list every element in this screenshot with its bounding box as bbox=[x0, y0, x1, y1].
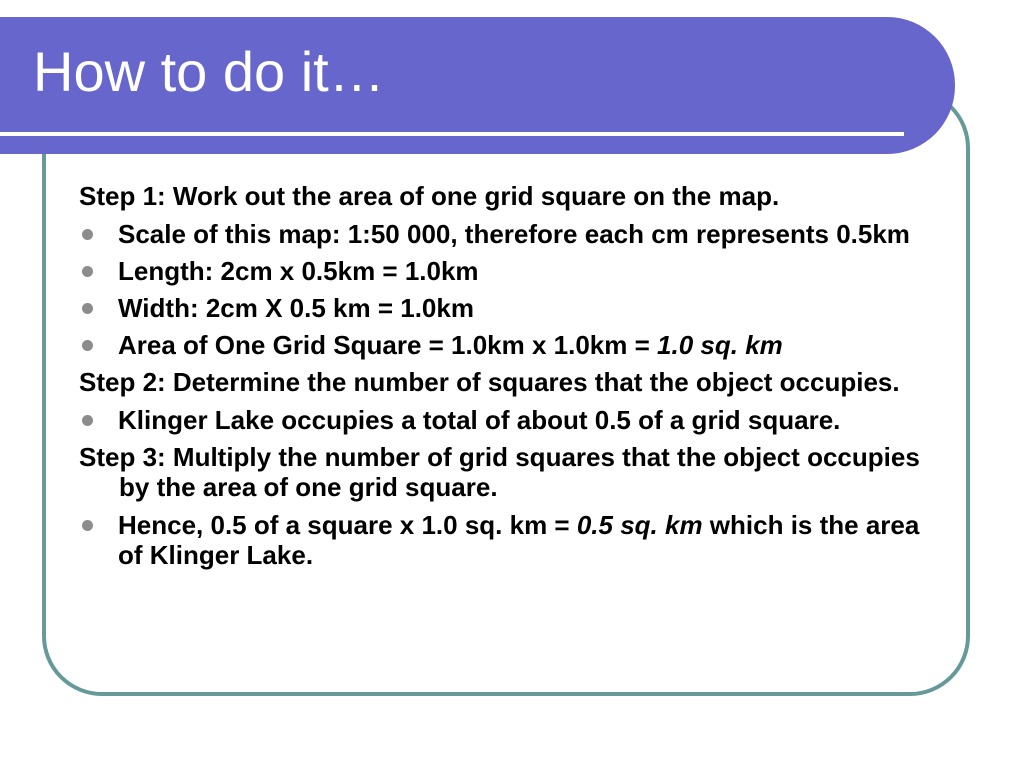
bullet-dot bbox=[82, 340, 93, 351]
bullet-text: Scale of this map: 1:50 000, therefore each cm represents 0.5km bbox=[118, 219, 910, 249]
step-1: Step 1: Work out the area of one grid square on the map. bbox=[79, 181, 780, 211]
bullet-dot bbox=[82, 303, 93, 314]
final-result: 0.5 sq. km bbox=[576, 510, 703, 540]
bullet-dot bbox=[82, 229, 93, 240]
slide-body bbox=[79, 181, 939, 577]
bullet-dot bbox=[82, 266, 93, 277]
bullet-area bbox=[79, 330, 939, 360]
bullet-text: Width: 2cm X 0.5 km = 1.0km bbox=[118, 293, 474, 323]
bullet-length bbox=[79, 256, 939, 286]
bullet-dot bbox=[82, 415, 93, 426]
bullet-final bbox=[79, 510, 939, 570]
bullet-dot bbox=[82, 520, 93, 531]
bullet-text: Length: 2cm x 0.5km = 1.0km bbox=[118, 256, 479, 286]
step-2: Step 2: Determine the number of squares that the object occupies. bbox=[79, 367, 900, 397]
bullet-lake bbox=[79, 405, 939, 435]
bullet-width bbox=[79, 293, 939, 323]
final-prefix: Hence, 0.5 of a square x 1.0 sq. km = bbox=[118, 510, 577, 540]
bullet-scale bbox=[79, 219, 939, 249]
bullet-text: Klinger Lake occupies a total of about 0.5 of a grid square. bbox=[118, 405, 841, 435]
title-underline bbox=[0, 132, 904, 136]
area-prefix: Area of One Grid Square = 1.0km x 1.0km = bbox=[118, 330, 658, 360]
step-3: Step 3: Multiply the number of grid squares that the object occupies by the area of one grid square. bbox=[79, 442, 920, 502]
slide-title: How to do it… bbox=[33, 40, 385, 103]
final-suffix: which is the area of Klinger Lake. bbox=[118, 510, 920, 570]
area-result: 1.0 sq. km bbox=[657, 330, 783, 360]
